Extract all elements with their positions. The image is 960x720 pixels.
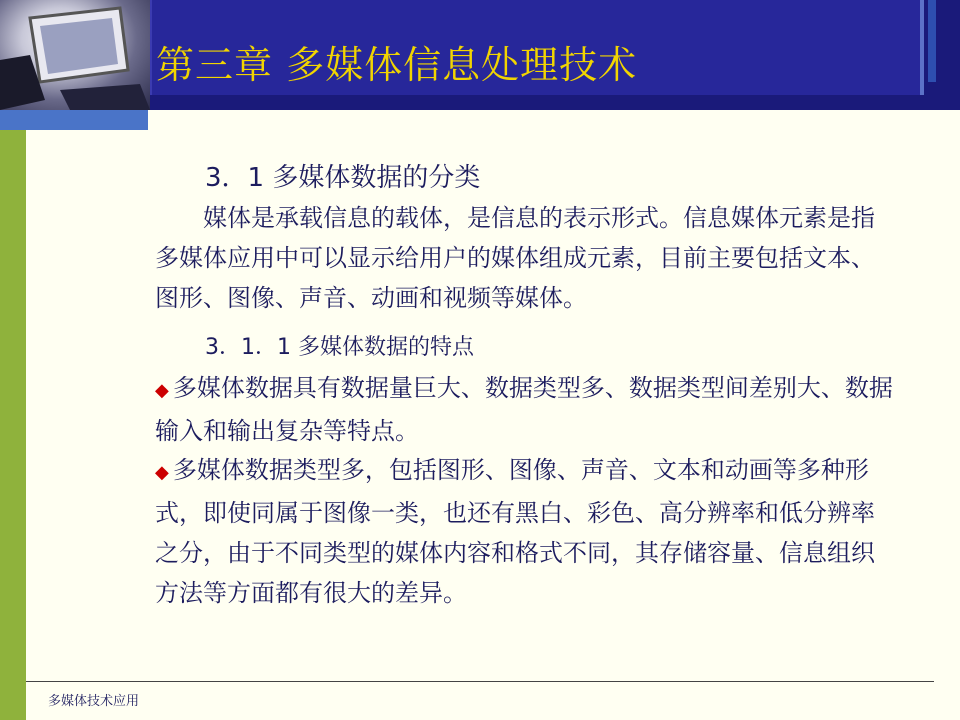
bullet-item bbox=[155, 450, 895, 613]
decorative-line bbox=[920, 0, 924, 95]
section-heading: 3．1 多媒体数据的分类 bbox=[205, 163, 481, 193]
footer-divider bbox=[26, 681, 934, 682]
decorative-bar bbox=[928, 0, 936, 82]
accent-bar bbox=[0, 110, 148, 130]
bullet-text: 多媒体数据类型多，包括图形、图像、声音、文本和动画等多种形式，即使同属于图像一类，也还有黑白、彩色、高分辨率和低分辨率之分，由于不同类型的媒体内容和格式不同，其存储容量、信息组织方法等方面都有很大的差异。 bbox=[155, 456, 875, 607]
slide-title: 第三章 多媒体信息处理技术 bbox=[156, 43, 638, 87]
diamond-bullet-icon: ◆ bbox=[155, 462, 169, 483]
subsection-heading: 3．1．1 多媒体数据的特点 bbox=[205, 335, 474, 360]
footer-text: 多媒体技术应用 bbox=[48, 694, 140, 709]
bullet-item bbox=[155, 368, 895, 451]
bullet-text: 多媒体数据具有数据量巨大、数据类型多、数据类型间差别大、数据输入和输出复杂等特点。 bbox=[155, 374, 893, 445]
computer-monitor-icon bbox=[0, 0, 150, 110]
diamond-bullet-icon: ◆ bbox=[155, 380, 169, 401]
intro-paragraph: 媒体是承载信息的载体，是信息的表示形式。信息媒体元素是指多媒体应用中可以显示给用户的媒体组成元素，目前主要包括文本、图形、图像、声音、动画和视频等媒体。 bbox=[155, 204, 875, 312]
